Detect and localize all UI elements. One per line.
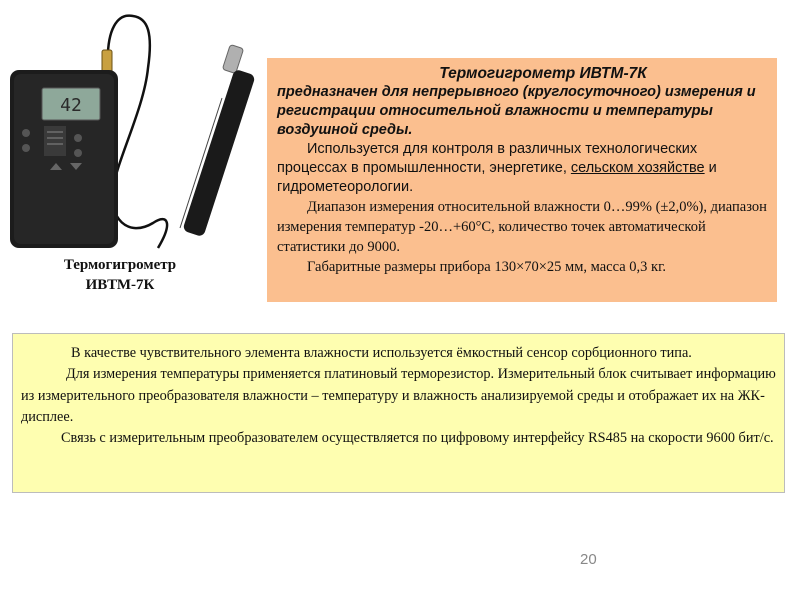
page-number: 20 — [580, 551, 597, 568]
caption-line-1: Термогигрометр — [63, 257, 177, 273]
info-box — [12, 333, 785, 493]
description-lead: предназначен для непрерывного (круглосуточного) измерения и регистрации относительной влажности и температуры воздушной среды. — [277, 84, 756, 138]
measuring-unit — [10, 70, 118, 248]
usage-text-underlined: сельском хозяйстве — [570, 160, 705, 176]
device-button — [22, 144, 30, 152]
device-caption — [20, 255, 220, 295]
device-button — [22, 129, 30, 137]
lcd-reading: 42 — [60, 95, 82, 116]
caption-line-2: ИВТМ-7К — [85, 277, 155, 293]
description-dimensions: Габаритные размеры прибора 130×70×25 мм, масса 0,3 кг. — [307, 259, 667, 275]
description-box — [267, 58, 777, 302]
description-usage — [277, 140, 769, 197]
humidity-probe — [180, 44, 256, 237]
device-button — [74, 149, 82, 157]
device-button — [74, 134, 82, 142]
description-title: Термогигрометр ИВТМ-7К — [439, 65, 647, 82]
usage-text-end: и гидрометеорологии. — [277, 160, 717, 195]
description-range: Диапазон измерения относительной влажности 0…99% (±2,0%), диапазон измерения температур -20…+60°C, количество точек автоматической статистики до 9000. — [277, 199, 767, 255]
thermohygrometer-illustration — [8, 8, 258, 253]
usage-text-start: Используется для контроля в различных технологических процессах в промышленности, энергетике, — [277, 141, 698, 176]
info-paragraph-interface: Связь с измерительным преобразователем осуществляется по цифровому интерфейсу RS485 на скорости 9600 бит/с. — [61, 430, 774, 447]
info-paragraph-temperature: Для измерения температуры применяется платиновый терморезистор. Измерительный блок считывает информацию из измерительного преобразователя влажности – температуру и влажность анализируемой среды и отображает их на ЖК-дисплее. — [21, 366, 776, 425]
info-paragraph-sensor: В качестве чувствительного элемента влажности используется ёмкостный сенсор сорбционного типа. — [71, 345, 692, 361]
